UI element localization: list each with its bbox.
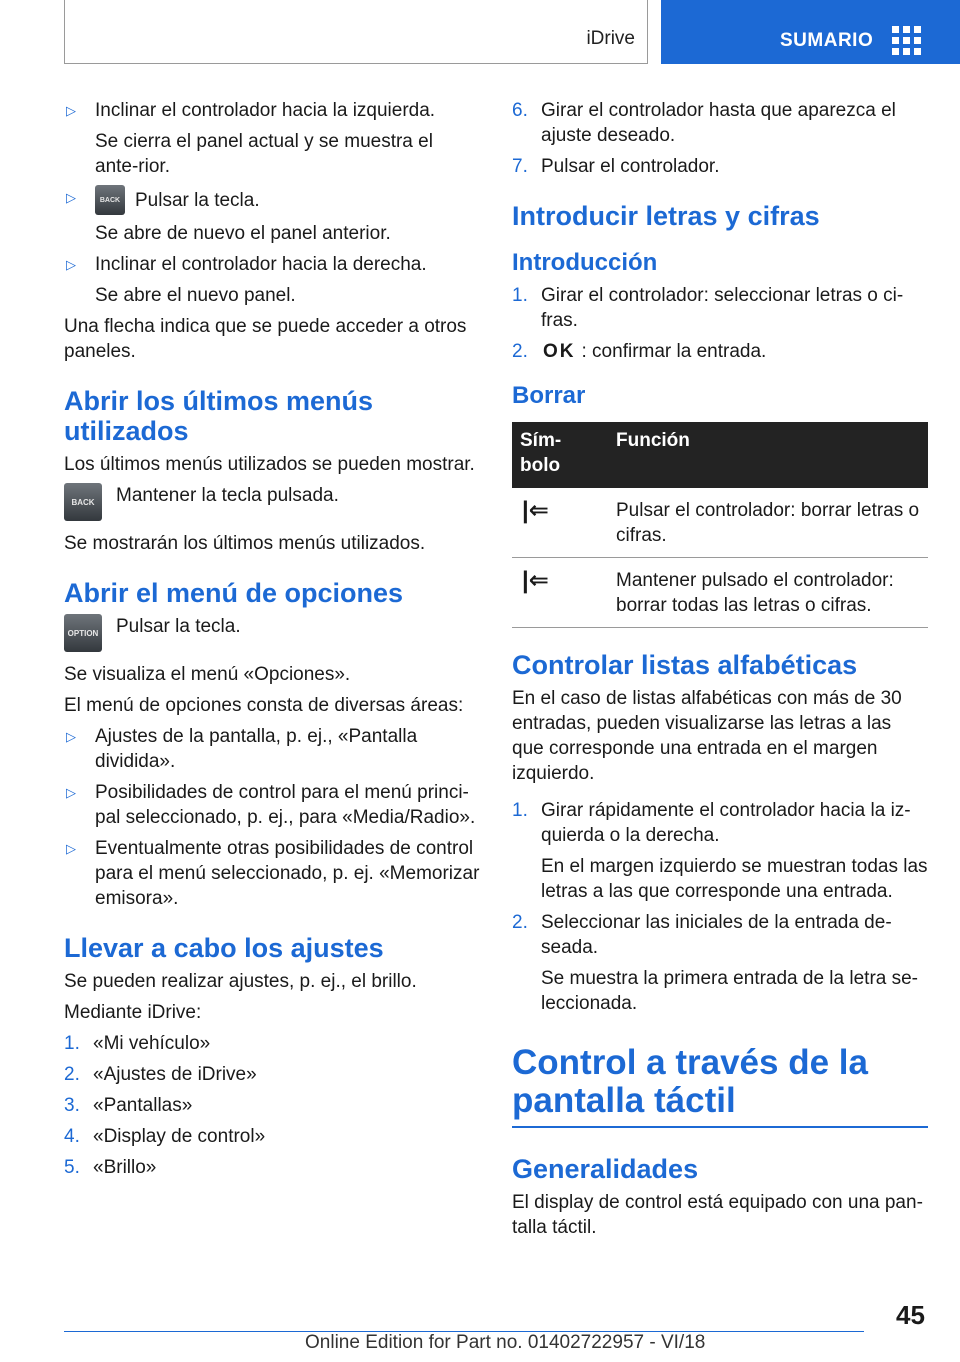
triangle-bullet-icon: ▷ bbox=[66, 103, 76, 118]
paragraph: Una flecha indica que se puede acceder a otros paneles. bbox=[64, 316, 467, 362]
step-text: «Brillo» bbox=[93, 1157, 157, 1178]
step-number: 1. bbox=[64, 1033, 80, 1054]
triangle-bullet-icon: ▷ bbox=[66, 729, 76, 744]
step-number: 1. bbox=[512, 800, 528, 821]
step-number: 3. bbox=[64, 1095, 80, 1116]
paragraph: El menú de opciones consta de diversas áreas: bbox=[64, 695, 464, 716]
heading-listas-alfabeticas: Controlar listas alfabéticas bbox=[512, 650, 858, 680]
list-item bbox=[512, 154, 928, 179]
heading-borrar: Borrar bbox=[512, 382, 586, 409]
step-text: Girar rápidamente el controlador hacia la iz-quierda o la derecha. bbox=[541, 800, 911, 846]
key-instruction-text: Pulsar la tecla. bbox=[116, 616, 241, 637]
key-instruction-text: Mantener la tecla pulsada. bbox=[116, 485, 339, 506]
heading-ajustes: Llevar a cabo los ajustes bbox=[64, 933, 384, 963]
bullet-text: Posibilidades de control para el menú princi-pal seleccionado, p. ej., para «Media/Radio». bbox=[95, 782, 476, 828]
list-item bbox=[512, 910, 928, 1016]
list-item bbox=[512, 798, 928, 904]
step-number: 2. bbox=[512, 912, 528, 933]
footer-edition: Online Edition for Part no. 01402722957 - VI/18 bbox=[305, 1332, 706, 1353]
step-text: «Display de control» bbox=[93, 1126, 266, 1147]
bullet-text: Inclinar el controlador hacia la izquierda. bbox=[95, 100, 436, 121]
paragraph: Se pueden realizar ajustes, p. ej., el brillo. bbox=[64, 971, 417, 992]
right-column bbox=[512, 98, 928, 1246]
section-title: iDrive bbox=[586, 28, 635, 49]
delete-char-icon: |⇐ bbox=[522, 497, 549, 524]
list-item bbox=[64, 98, 480, 179]
step-number: 7. bbox=[512, 156, 528, 177]
back-key-icon: BACK bbox=[64, 483, 102, 521]
option-key-icon: OPTION bbox=[64, 614, 102, 652]
left-column bbox=[64, 98, 480, 1186]
list-item bbox=[512, 283, 928, 333]
table-cell: Mantener pulsado el controlador: borrar todas las letras o cifras. bbox=[608, 558, 928, 628]
triangle-bullet-icon: ▷ bbox=[66, 785, 76, 800]
key-instruction bbox=[64, 483, 480, 521]
paragraph: Se visualiza el menú «Opciones». bbox=[64, 664, 351, 685]
sumario-button[interactable] bbox=[661, 0, 960, 64]
paragraph: Los últimos menús utilizados se pueden mostrar. bbox=[64, 454, 475, 475]
header-section-box bbox=[64, 0, 648, 64]
heading-introduccion: Introducción bbox=[512, 249, 658, 276]
ok-glyph-icon: OK bbox=[543, 341, 576, 362]
table-header-symbol: Sím-bolo bbox=[512, 422, 608, 488]
paragraph: En el caso de listas alfabéticas con más de 30 entradas, pueden visualizarse las letras a las que corresponde una entrada en el margen izquierdo. bbox=[512, 688, 902, 784]
key-instruction bbox=[64, 614, 480, 652]
heading-pantalla-tactil: Control a través de la pantalla táctil bbox=[512, 1044, 928, 1128]
table-header-function: Función bbox=[608, 422, 928, 488]
list-item bbox=[64, 1031, 480, 1056]
list-item bbox=[64, 1062, 480, 1087]
list-item bbox=[512, 98, 928, 148]
step-text: Girar el controlador: seleccionar letras o ci-fras. bbox=[541, 285, 904, 331]
paragraph: El display de control está equipado con una pan-talla táctil. bbox=[512, 1192, 923, 1238]
step-text: «Pantallas» bbox=[93, 1095, 193, 1116]
delete-char-icon: |⇐ bbox=[522, 567, 549, 594]
list-item bbox=[64, 1093, 480, 1118]
symbol-table bbox=[512, 422, 928, 628]
bullet-text: Pulsar la tecla. bbox=[135, 189, 260, 211]
list-item bbox=[64, 252, 480, 308]
heading-generalidades: Generalidades bbox=[512, 1154, 699, 1184]
step-number: 6. bbox=[512, 100, 528, 121]
bullet-subtext: Se abre de nuevo el panel anterior. bbox=[95, 223, 391, 244]
grid-icon bbox=[892, 26, 922, 56]
table-row bbox=[512, 558, 928, 628]
step-text: : confirmar la entrada. bbox=[581, 341, 767, 362]
heading-ultimos-menus: Abrir los últimos menús utilizados bbox=[64, 386, 374, 446]
sumario-label: SUMARIO bbox=[780, 30, 874, 51]
step-text: «Mi vehículo» bbox=[93, 1033, 211, 1054]
heading-menu-opciones: Abrir el menú de opciones bbox=[64, 578, 404, 608]
step-number: 2. bbox=[64, 1064, 80, 1085]
list-item bbox=[512, 339, 928, 364]
step-text: Pulsar el controlador. bbox=[541, 156, 720, 177]
step-text: «Ajustes de iDrive» bbox=[93, 1064, 257, 1085]
bullet-text: Eventualmente otras posibilidades de control para el menú seleccionado, p. ej. «Memorizar emisora». bbox=[95, 838, 480, 909]
paragraph: Mediante iDrive: bbox=[64, 1002, 202, 1023]
table-cell: Pulsar el controlador: borrar letras o cifras. bbox=[608, 488, 928, 558]
bullet-subtext: Se cierra el panel actual y se muestra el ante-rior. bbox=[95, 131, 433, 177]
table-header-row bbox=[512, 422, 928, 488]
step-number: 4. bbox=[64, 1126, 80, 1147]
triangle-bullet-icon: ▷ bbox=[66, 257, 76, 272]
list-item bbox=[64, 1124, 480, 1149]
list-item bbox=[64, 1155, 480, 1180]
list-item bbox=[64, 836, 480, 911]
list-item bbox=[64, 780, 480, 830]
list-item bbox=[64, 185, 480, 246]
step-text: Seleccionar las iniciales de la entrada de-seada. bbox=[541, 912, 892, 958]
step-number: 5. bbox=[64, 1157, 80, 1178]
heading-letras-cifras: Introducir letras y cifras bbox=[512, 201, 820, 231]
bullet-text: Inclinar el controlador hacia la derecha. bbox=[95, 254, 427, 275]
step-subtext: Se muestra la primera entrada de la letra se-leccionada. bbox=[541, 968, 919, 1014]
triangle-bullet-icon: ▷ bbox=[66, 841, 76, 856]
triangle-bullet-icon: ▷ bbox=[66, 190, 76, 205]
step-text: Girar el controlador hasta que aparezca el ajuste deseado. bbox=[541, 100, 896, 146]
step-subtext: En el margen izquierdo se muestran todas las letras a las que corresponde una entrada. bbox=[541, 856, 928, 902]
page-number: 45 bbox=[896, 1300, 925, 1330]
step-number: 1. bbox=[512, 285, 528, 306]
list-item bbox=[64, 724, 480, 774]
table-row bbox=[512, 488, 928, 558]
bullet-text: Ajustes de la pantalla, p. ej., «Pantalla dividida». bbox=[95, 726, 418, 772]
paragraph: Se mostrarán los últimos menús utilizados. bbox=[64, 533, 426, 554]
bullet-subtext: Se abre el nuevo panel. bbox=[95, 285, 296, 306]
step-number: 2. bbox=[512, 341, 528, 362]
back-key-icon: BACK bbox=[95, 185, 125, 215]
